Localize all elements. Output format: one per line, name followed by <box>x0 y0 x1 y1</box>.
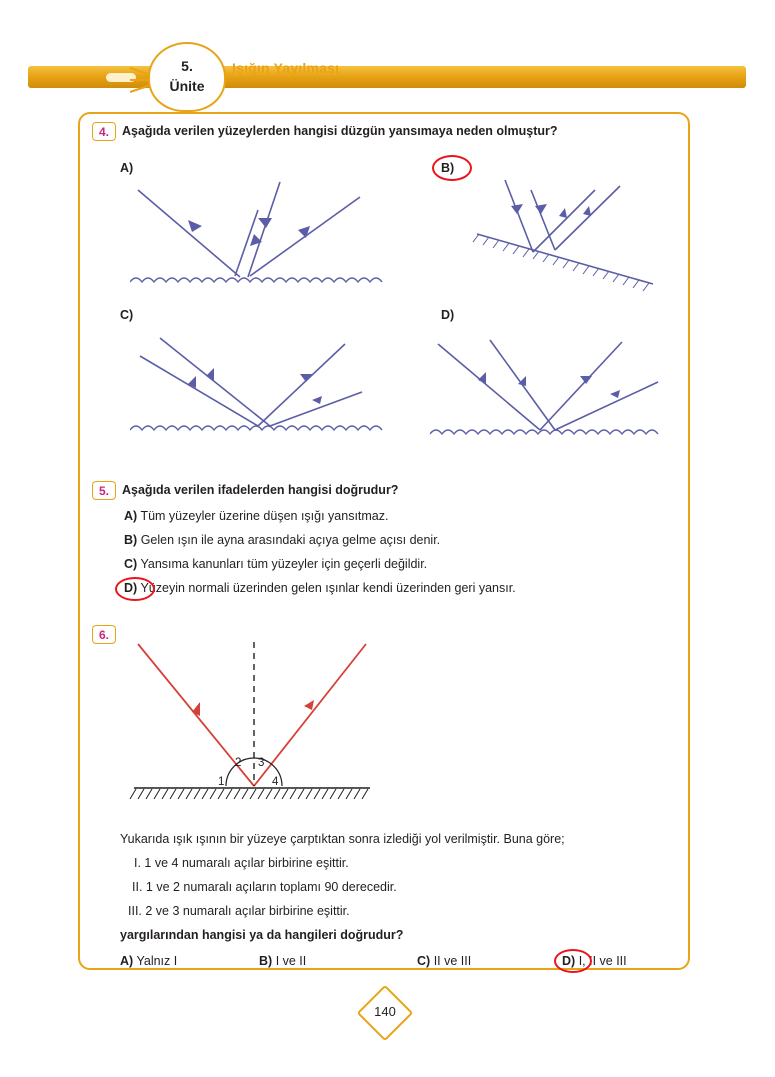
q4-option-a-label[interactable]: A) <box>120 161 134 175</box>
q6-answer-mark-d <box>554 949 592 973</box>
q6-statement-3: III. 2 ve 3 numaralı açılar birbirine eşittir. <box>128 904 350 918</box>
q6-option-b-label: B) <box>259 954 273 968</box>
question-6-number: 6. <box>92 625 116 644</box>
page-number: 140 <box>374 1004 396 1019</box>
q5-option-d-label: D) <box>124 581 138 595</box>
q6-statement-2: II. 1 ve 2 numaralı açıların toplamı 90 derecedir. <box>132 880 397 894</box>
q5-answer-mark-d <box>115 577 155 601</box>
q6-option-a-text: Yalnız I <box>136 954 178 968</box>
page-header <box>0 58 775 104</box>
q5-option-b-text: Gelen ışın ile ayna arasındaki açıya gelme açısı denir. <box>140 533 441 547</box>
q6-option-a-label: A) <box>120 954 134 968</box>
q4-option-b-label[interactable]: B) <box>441 161 455 175</box>
q6-option-a[interactable] <box>120 954 177 968</box>
q6-option-b[interactable] <box>259 954 306 968</box>
q5-option-a-text: Tüm yüzeyler üzerine düşen ışığı yansıtmaz. <box>140 509 389 523</box>
q6-question-line: yargılarından hangisi ya da hangileri doğrudur? <box>120 928 404 942</box>
q6-figure-reflection-angles <box>126 636 376 811</box>
question-4-prompt: Aşağıda verilen yüzeylerden hangisi düzgün yansımaya neden olmuştur? <box>122 124 558 138</box>
q6-option-c-text: II ve III <box>433 954 472 968</box>
q6-option-c-label: C) <box>417 954 431 968</box>
q4-option-d-label[interactable]: D) <box>441 308 455 322</box>
lightbulb-icon <box>148 42 226 112</box>
q6-angle-label-4: 4 <box>272 776 279 788</box>
unit-number: 5. <box>181 58 193 74</box>
q4-figure-a-rough-surface <box>130 172 390 297</box>
q6-angle-label-3: 3 <box>258 757 265 769</box>
q5-option-c-label: C) <box>124 557 138 571</box>
q5-option-a[interactable] <box>124 509 388 523</box>
q5-option-a-label: A) <box>124 509 138 523</box>
q5-option-b-label: B) <box>124 533 138 547</box>
question-4-number: 4. <box>92 122 116 141</box>
q4-figure-c-rough-surface <box>130 326 390 446</box>
q6-statement-1: I. 1 ve 4 numaralı açılar birbirine eşittir. <box>134 856 349 870</box>
q6-option-b-text: I ve II <box>275 954 307 968</box>
q4-option-c-label[interactable]: C) <box>120 308 134 322</box>
q5-option-d-text: Yüzeyin normali üzerinden gelen ışınlar kendi üzerinden geri yansır. <box>140 581 516 595</box>
q5-option-c-text: Yansıma kanunları tüm yüzeyler için geçerli değildir. <box>140 557 428 571</box>
q6-option-c[interactable] <box>417 954 471 968</box>
q6-angle-label-1: 1 <box>218 776 225 788</box>
q5-option-b[interactable] <box>124 533 440 547</box>
question-5-number: 5. <box>92 481 116 500</box>
q5-option-c[interactable] <box>124 557 427 571</box>
q4-figure-d-rough-surface <box>430 326 675 446</box>
page-number-badge <box>357 985 413 1041</box>
q4-figure-b-smooth-surface <box>455 172 660 297</box>
question-5-prompt: Aşağıda verilen ifadelerden hangisi doğrudur? <box>122 483 399 497</box>
header-title: Işığın Yayılması <box>232 60 340 76</box>
q6-option-d-text: I, II ve III <box>578 954 627 968</box>
q6-angle-label-2: 2 <box>235 757 242 769</box>
unit-word: Ünite <box>169 78 205 94</box>
q5-option-d[interactable] <box>124 581 516 595</box>
q6-intro-text: Yukarıda ışık ışının bir yüzeye çarptıktan sonra izlediği yol verilmiştir. Buna göre; <box>120 832 565 846</box>
q6-option-d-label: D) <box>562 954 576 968</box>
